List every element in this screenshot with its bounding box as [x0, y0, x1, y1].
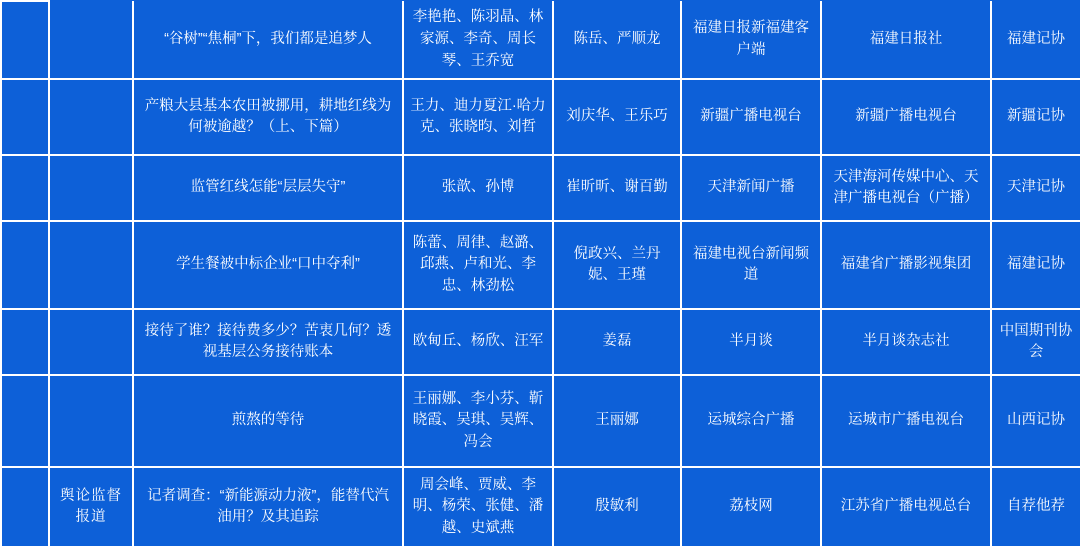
- row-edge-spacer: [1, 375, 49, 467]
- organization-cell: 江苏省广播电视总台: [821, 467, 991, 547]
- outlet-cell: 运城综合广播: [681, 375, 821, 467]
- recommender-cell: 新疆记协: [991, 79, 1080, 155]
- table-row: [1, 375, 1080, 467]
- row-edge-spacer: [1, 309, 49, 375]
- authors-cell: 李艳艳、陈羽晶、林家源、李奇、周长琴、王乔宽: [403, 1, 553, 79]
- recommender-cell: 山西记协: [991, 375, 1080, 467]
- table-row: [1, 309, 1080, 375]
- editors-cell: 倪政兴、兰丹妮、王瑾: [553, 221, 681, 309]
- organization-cell: 天津海河传媒中心、天津广播电视台（广播）: [821, 155, 991, 221]
- outlet-cell: 福建电视台新闻频道: [681, 221, 821, 309]
- row-edge-spacer: [1, 79, 49, 155]
- organization-cell: 新疆广播电视台: [821, 79, 991, 155]
- recommender-cell: 天津记协: [991, 155, 1080, 221]
- editors-cell: 刘庆华、王乐巧: [553, 79, 681, 155]
- editors-cell: 姜磊: [553, 309, 681, 375]
- category-cell: [49, 221, 133, 309]
- authors-cell: 陈蕾、周律、赵潞、邱燕、卢和光、李忠、林劲松: [403, 221, 553, 309]
- row-edge-spacer: [1, 155, 49, 221]
- outlet-cell: 荔枝网: [681, 467, 821, 547]
- row-edge-spacer: [1, 467, 49, 547]
- recommender-cell: 福建记协: [991, 1, 1080, 79]
- table-row: [1, 467, 1080, 547]
- table-row: [1, 221, 1080, 309]
- title-cell: 学生餐被中标企业“口中夺利”: [133, 221, 403, 309]
- organization-cell: 运城市广播电视台: [821, 375, 991, 467]
- table-body: [1, 1, 1080, 547]
- title-cell: 记者调查：“新能源动力液”，能替代汽油用？及其追踪: [133, 467, 403, 547]
- editors-cell: 王丽娜: [553, 375, 681, 467]
- row-edge-spacer: [1, 1, 49, 79]
- title-cell: 监管红线怎能“层层失守”: [133, 155, 403, 221]
- title-cell: 煎熬的等待: [133, 375, 403, 467]
- row-edge-spacer: [1, 221, 49, 309]
- category-cell: [49, 79, 133, 155]
- title-cell: “谷树”“焦桐”下，我们都是追梦人: [133, 1, 403, 79]
- organization-cell: 福建日报社: [821, 1, 991, 79]
- outlet-cell: 新疆广播电视台: [681, 79, 821, 155]
- organization-cell: 福建省广播影视集团: [821, 221, 991, 309]
- authors-cell: 欧甸丘、杨欣、汪军: [403, 309, 553, 375]
- title-cell: 接待了谁？接待费多少？苦衷几何？透视基层公务接待账本: [133, 309, 403, 375]
- authors-cell: 王丽娜、李小芬、靳晓霞、吴琪、吴辉、冯会: [403, 375, 553, 467]
- outlet-cell: 天津新闻广播: [681, 155, 821, 221]
- category-cell: [49, 1, 133, 79]
- authors-cell: 张歆、孙博: [403, 155, 553, 221]
- recommender-cell: 福建记协: [991, 221, 1080, 309]
- category-cell: [49, 375, 133, 467]
- title-cell: 产粮大县基本农田被挪用，耕地红线为何被逾越？（上、下篇）: [133, 79, 403, 155]
- editors-cell: 殷敏利: [553, 467, 681, 547]
- table-row: [1, 79, 1080, 155]
- category-cell: 舆论监督报道: [49, 467, 133, 547]
- recommender-cell: 中国期刊协会: [991, 309, 1080, 375]
- organization-cell: 半月谈杂志社: [821, 309, 991, 375]
- authors-cell: 周会峰、贾威、李明、杨荣、张健、潘越、史斌燕: [403, 467, 553, 547]
- authors-cell: 王力、迪力夏江·哈力克、张晓昀、刘哲: [403, 79, 553, 155]
- recommender-cell: 自荐他荐: [991, 467, 1080, 547]
- outlet-cell: 福建日报新福建客户端: [681, 1, 821, 79]
- editors-cell: 崔昕昕、谢百勤: [553, 155, 681, 221]
- outlet-cell: 半月谈: [681, 309, 821, 375]
- category-cell: [49, 309, 133, 375]
- table-row: [1, 1, 1080, 79]
- editors-cell: 陈岳、严顺龙: [553, 1, 681, 79]
- category-cell: [49, 155, 133, 221]
- table-row: [1, 155, 1080, 221]
